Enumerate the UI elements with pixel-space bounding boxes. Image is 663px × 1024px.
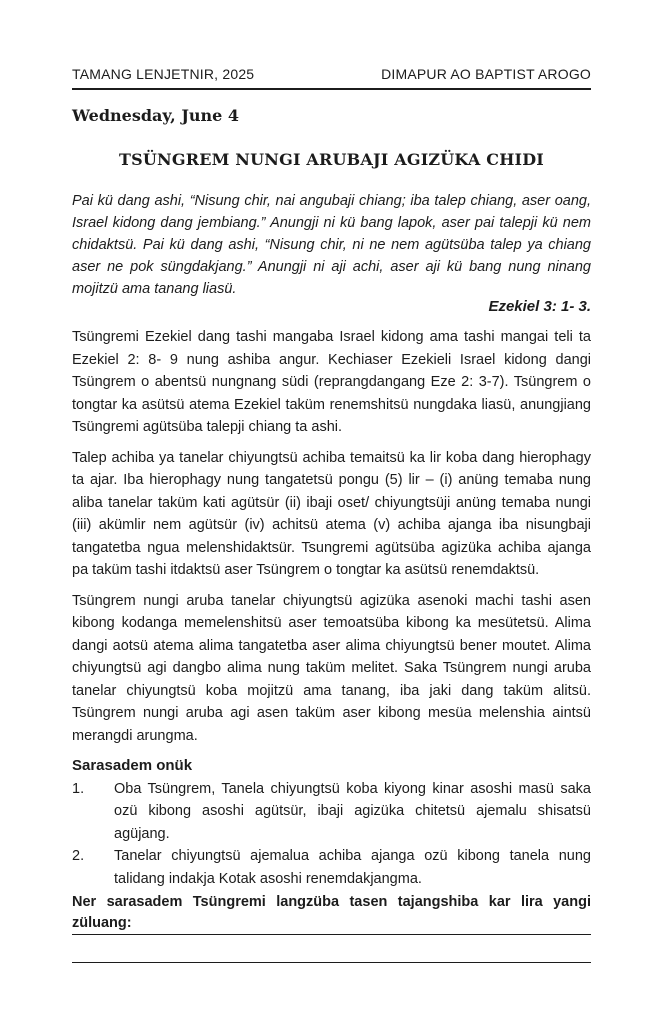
prayer-item-number: 2. — [72, 848, 85, 864]
paragraph-1: Tsüngremi Ezekiel dang tashi mangaba Israel kidong ama tashi mangai teli ta Ezekiel 2: 8- 9 nung ashiba angur. Kechiaser Ezekieli Israel kidong dangi Tsüngrem o abentsü nungnang südi (reprangdangang Eze 2: 3-7). Tsüngrem o tongtar ka asütsü atema Ezekiel taküm renemshitsü nungdaka liasü, anungjiang Tsüngremi agütsüba talepji chiang ta ashi. — [72, 329, 591, 435]
devotion-body — [72, 326, 591, 934]
day-heading: Wednesday, June 4 — [72, 106, 240, 125]
paragraph-3: Tsüngrem nungi aruba tanelar chiyungtsü agizüka asenoki machi tashi asen kibong kodanga memelenshitsü aser temoatsüba kibong ka mesütetsü. Alima dangi aotsü atema alima tangatetba aser alima chiyungtsü bener moutet. Alima chiyungtsü agi dangbo alima nung taküm melitet. Saka Tsüngrem nungi aruba tanelar chiyungtsü koba mojitzü ama tanang, iba jaki dang taküm alitsü. Tsüngrem nungi aruba agi asen taküm aser kibong mesüa melenshia aintsü merangdi arungma. — [72, 592, 591, 744]
prayer-item-text: Oba Tsüngrem, Tanela chiyungtsü koba kiyong kinar asoshi masü saka ozü kibong asoshi agütsür, ibaji agizüka chitetsü ajemalu shisatsü agüjang. — [114, 780, 591, 842]
prayer-item — [72, 778, 591, 846]
paragraph-2: Talep achiba ya tanelar chiyungtsü achiba temaitsü ka lir koba dang hierophagy ta ajar. Iba hierophagy nung tangatetsü pongu (5) lir – (i) anüng temaba nung aliba tanelar taküm kati agütsür (ii) ibaji oset/ chiyungtsüji anüng temaba nungi (iii) akümlir nem agütsür (iv) achitsü atema (v) achiba ajanga iba nisungbaji tangatetba ngua melenshidaktsür. Tsungremi agütsüba agizüka achiba ajanga pa taküm tashi itdaktsü aser Tsüngrem o tongtar ka asütsü renemdaktsü. — [72, 449, 591, 578]
prayer-list — [72, 778, 591, 891]
scripture-reference: Ezekiel 3: 1- 3. — [488, 298, 591, 315]
prayer-heading: Sarasadem onük — [72, 757, 193, 774]
header-right: DIMAPUR AO BAPTIST AROGO — [381, 66, 591, 82]
running-header — [72, 66, 591, 82]
header-left: TAMANG LENJETNIR, 2025 — [72, 66, 255, 82]
prayer-item-text: Tanelar chiyungtsü ajemalua achiba ajanga ozü kibong tanela nung talidang indakja Kotak asoshi renemdakjangma. — [114, 848, 591, 887]
page-title: TSÜNGREM NUNGI ARUBAJI AGIZÜKA CHIDI — [119, 150, 544, 169]
header-rule — [72, 88, 591, 90]
writing-line — [72, 934, 591, 935]
writing-line — [72, 962, 591, 963]
prayer-item — [72, 845, 591, 890]
closing-prompt: Ner sarasadem Tsüngremi langzüba tasen tajangshiba kar lira yangi züluang: — [72, 894, 591, 931]
prayer-item-number: 1. — [72, 780, 85, 797]
scripture-passage: Pai kü dang ashi, “Nisung chir, nai angubaji chiang; iba talep chiang, aser oang, Israel kidong dang jembiang.” Anungji ni kü bang lapok, aser pai talepji kü nem chidaktsü. Pai kü dang ashi, “Nisung chir, ni ne nem agütsüba talep ya chiang aser ne pok süngdakjang.” Anungji ni aji achi, aser aji kü bang nung ninang mojitzü ama tanang liasü. — [72, 193, 591, 297]
